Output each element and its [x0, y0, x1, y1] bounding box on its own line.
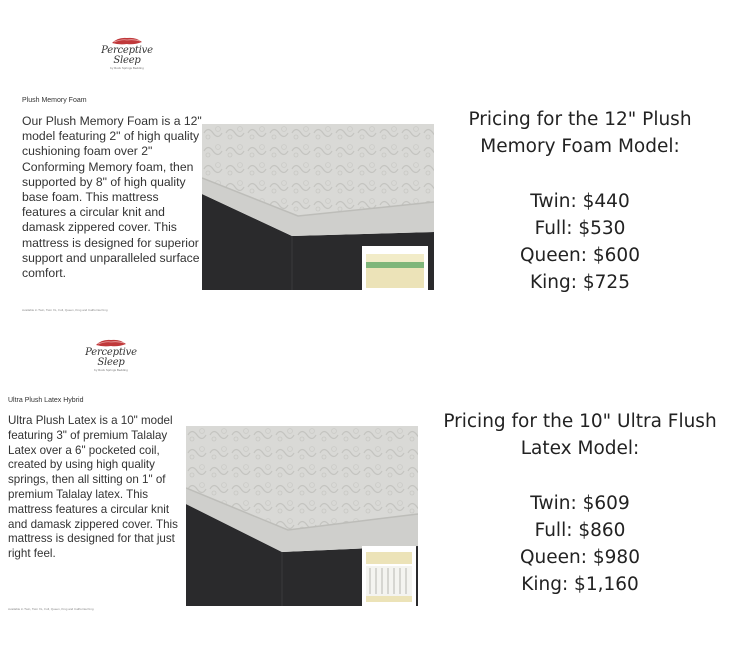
logo-word-2: Sleep [97, 357, 125, 368]
pricing-heading-line-2: Memory Foam Model: [480, 136, 680, 157]
price-full: Full: $860 [534, 520, 626, 541]
price-queen: Queen: $980 [520, 547, 640, 568]
coil-layer-inset [362, 546, 416, 606]
pricing-heading-line-1: Pricing for the 10" Ultra Flush [443, 411, 717, 432]
mattress-image [202, 124, 434, 290]
product-section-ultra-plush-latex [0, 322, 746, 647]
price-twin: Twin: $609 [530, 493, 630, 514]
model-description: Our Plush Memory Foam is a 12" model featuring 2" of high quality cushioning foam over 2" Conforming Memory foam, then supported by 8" of high quality base foam. This mattress features a circular knit and damask zippered cover. This mattress is designed for superior support and unparalleled surface comfort. [22, 114, 202, 281]
model-description: Ultra Plush Latex is a 10" model featuring 3" of premium Talalay Latex over a 6" pocketed coil, created by using high quality springs, then all sitting on 1" of premium Talalay latex. This mattress features a circular knit and damask zippered cover. This mattress is designed for that just right feel. [8, 414, 178, 561]
price-queen: Queen: $600 [520, 245, 640, 266]
price-king: King: $725 [530, 272, 630, 293]
fine-print: Available in Twin, Twin XL, Full, Queen, King and California King [8, 607, 94, 611]
logo-tagline: by Rock Springs Bedding [94, 368, 128, 372]
logo-word-1: Perceptive [85, 347, 137, 358]
perceptive-sleep-logo [92, 36, 162, 70]
logo-tagline: by Rock Springs Bedding [110, 66, 144, 70]
price-twin: Twin: $440 [530, 191, 630, 212]
perceptive-sleep-logo [76, 338, 146, 372]
model-title: Ultra Plush Latex Hybrid [8, 397, 84, 404]
foam-layer-inset [362, 246, 428, 290]
price-list [440, 490, 720, 598]
product-section-plush-memory-foam [0, 0, 746, 320]
fine-print: Available in Twin, Twin XL, Full, Queen, King and California King [22, 308, 108, 312]
price-full: Full: $530 [534, 218, 626, 239]
pricing-heading-line-1: Pricing for the 12" Plush [468, 109, 692, 130]
pricing-heading-line-2: Latex Model: [520, 438, 640, 459]
mattress-image [186, 426, 418, 606]
pricing-block [440, 408, 720, 598]
pricing-block [450, 106, 710, 296]
logo-word-1: Perceptive [101, 45, 153, 56]
price-list [450, 188, 710, 296]
model-title: Plush Memory Foam [22, 97, 87, 104]
price-king: King: $1,160 [521, 574, 639, 595]
logo-word-2: Sleep [113, 55, 141, 66]
